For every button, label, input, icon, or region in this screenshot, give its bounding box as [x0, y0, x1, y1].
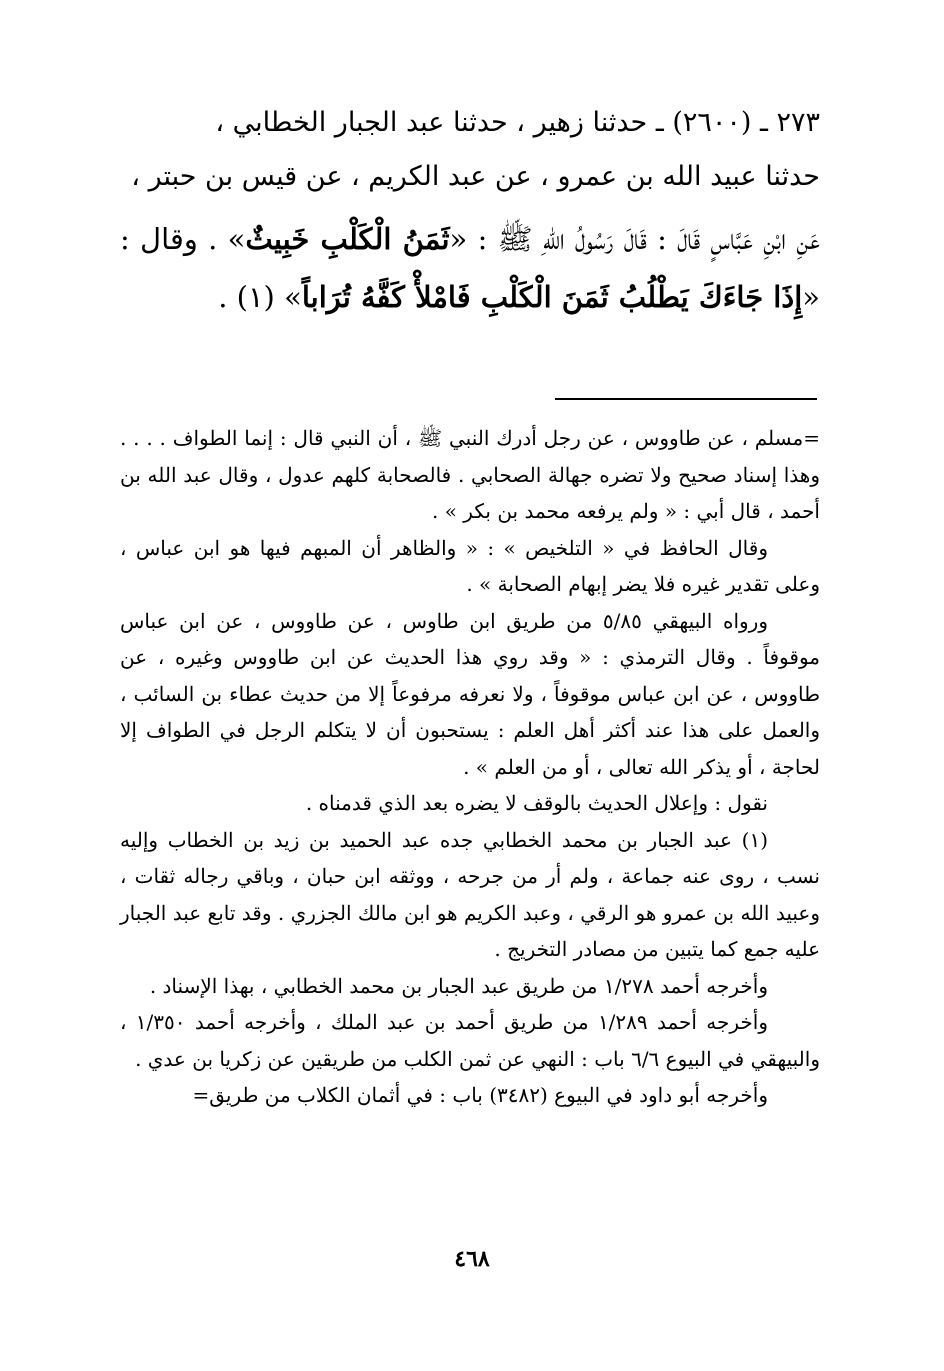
- footnote-paragraph: (١) عبد الجبار بن محمد الخطابي جده عبد الحميد بن زيد بن الخطاب وإليه نسب ، روى عنه جماعة ، ولم أر من جرحه ، ووثقه ابن حبان ، وباقي رجاله ثقات ، وعبيد الله بن عمرو هو الرقي ، وعبد الكريم هو ابن مالك الجزري . وقد تابع عبد الجبار عليه جمع كما يتبين من مصادر التخريج .: [120, 827, 820, 961]
- footnote-separator: [555, 398, 817, 400]
- isnad-line-1: ٢٧٣ ـ (٢٦٠٠) ـ حدثنا زهير ، حدثنا عبد الجبار الخطابي ،: [215, 107, 820, 138]
- footnotes: [120, 420, 820, 1114]
- footnote-paragraph: نقول : وإعلال الحديث بالوقف لا يضره بعد الذي قدمناه .: [305, 791, 768, 815]
- hadith-connector: » . وقال : «: [120, 222, 820, 314]
- hadith-saying-1: ثَمَنُ الْكَلْبِ خَبِيثٌ: [245, 222, 450, 256]
- footnote-paragraph: ورواه البيهقي ٥/٨٥ من طريق ابن طاوس ، عن طاووس ، عن ابن عباس موقوفاً . وقال الترمذي : « وقد روي هذا الحديث عن ابن طاووس وغيره ، عن طاووس ، عن ابن عباس موقوفاً ، ولا نعرفه مرفوعاً إلا من حديث عطاء بن السائب ، والعمل على هذا عند أكثر أهل العلم : يستحبون أن لا يتكلم الرجل في الطواف إلا لحاجة ، أو يذكر الله تعالى ، أو من العلم » .: [120, 608, 820, 779]
- footnote-paragraph: وأخرجه أحمد ١/٢٧٨ من طريق عبد الجبار بن محمد الخطابي ، بهذا الإسناد .: [149, 973, 768, 998]
- main-text: [120, 96, 820, 326]
- hadith-text: [120, 210, 820, 326]
- hadith-saying-2: إِذَا جَاءَكَ يَطْلُبُ ثَمَنَ الْكَلْبِ فَامْلأْ كَفَّهُ تُرَاباً: [301, 280, 803, 314]
- footnote-paragraph: =مسلم ، عن طاووس ، عن رجل أدرك النبي ﷺ ، أن النبي قال : إنما الطواف . . . . وهذا إسناد صحيح ولا تضره جهالة الصحابي . فالصحابة كلهم عدول ، وقال عبد الله بن أحمد ، قال أبي : « ولم يرفعه محمد بن بكر » .: [120, 426, 820, 523]
- footnote-paragraph: وأخرجه أبو داود في البيوع (٣٤٨٢) باب : في أثمان الكلاب من طريق=: [192, 1083, 768, 1107]
- page-number: ٤٦٨: [454, 1246, 490, 1272]
- isnad-line-2: حدثنا عبيد الله بن عمرو ، عن عبد الكريم ، عن قيس بن حبتر ،: [131, 161, 820, 192]
- hadith-intro: عَنِ ابْنِ عَبَّاسٍ قَالَ : قَالَ رَسُولُ اللهِ ﷺ : «: [449, 222, 820, 256]
- footnote-paragraph: وأخرجه أحمد ١/٢٨٩ من طريق أحمد بن عبد الملك ، وأخرجه أحمد ١/٣٥٠ ، والبيهقي في البيوع ٦/٦ باب : النهي عن ثمن الكلب من طريقين عن زكريا بن عدي .: [120, 1010, 820, 1071]
- hadith-end: » (١) .: [218, 280, 302, 314]
- footnote-paragraph: وقال الحافظ في « التلخيص » : « والظاهر أن المبهم فيها هو ابن عباس ، وعلى تقدير غيره فلا يضر إبهام الصحابة » .: [120, 535, 820, 596]
